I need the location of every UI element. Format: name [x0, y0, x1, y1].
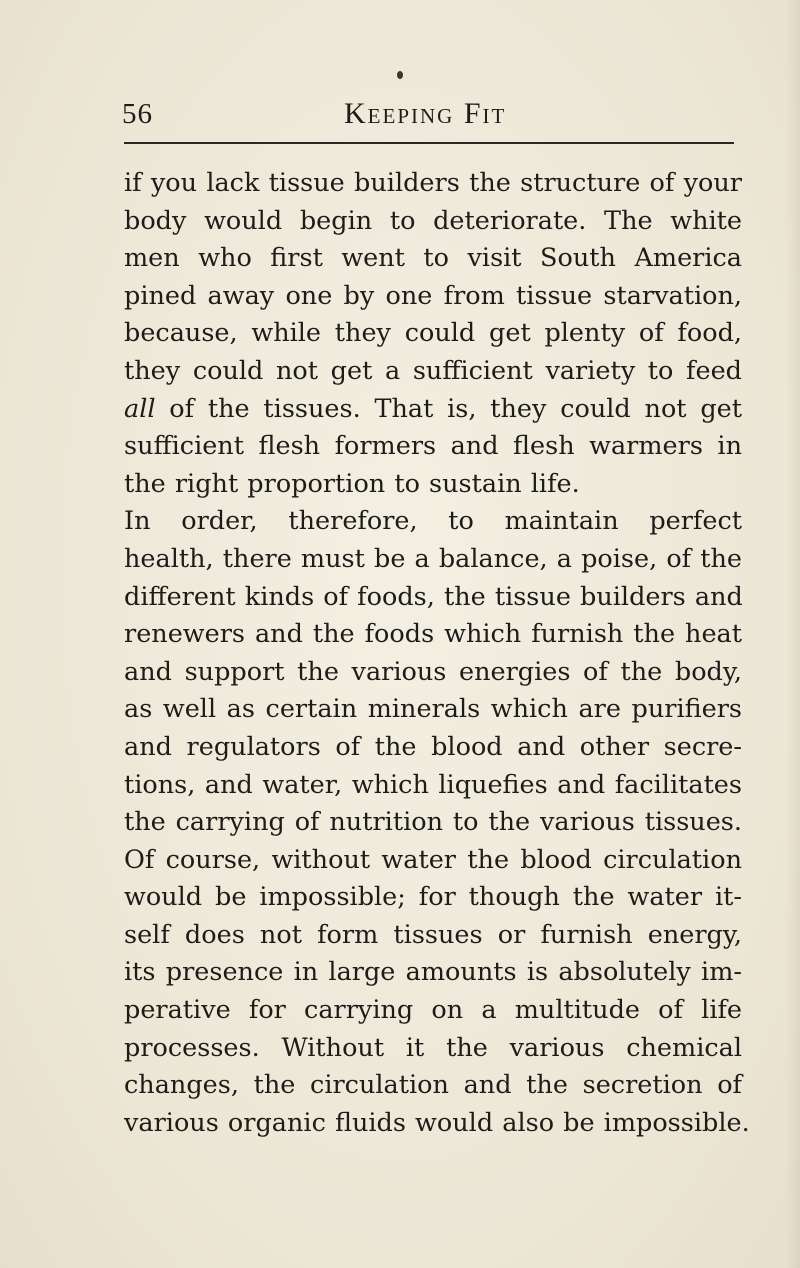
text-line: perative for carrying on a multitude of life [124, 995, 742, 1026]
body-text [124, 165, 750, 1142]
text-line: men who first went to visit South America [124, 243, 742, 274]
text-line: the carrying of nutrition to the various tissues. [124, 807, 742, 838]
text-line: tions, and water, which liquefies and facilitates [124, 769, 742, 800]
paragraph-end-line: the right proportion to sustain life. [124, 468, 580, 499]
page-edge-shadow [786, 0, 800, 1268]
ink-speck [397, 71, 403, 79]
text-line: changes, the circulation and the secretion of [124, 1070, 742, 1101]
text-line: renewers and the foods which furnish the heat [124, 619, 742, 650]
text-line: its presence in large amounts is absolutely im- [124, 957, 742, 988]
text-line: body would begin to deteriorate. The white [124, 205, 742, 236]
text-line: as well as certain minerals which are purifiers [124, 694, 742, 725]
text-line: and support the various energies of the body, [124, 656, 742, 687]
text-line: if you lack tissue builders the structure of your [124, 168, 742, 198]
page-header [122, 98, 742, 140]
header-rule [124, 142, 734, 144]
text-line: and regulators of the blood and other secre- [124, 731, 742, 762]
text-line: would be impossible; for though the water it- [124, 882, 742, 913]
text-line [124, 391, 742, 429]
text-line: because, while they could get plenty of food, [124, 318, 742, 349]
text-line: they could not get a sufficient variety to feed [124, 355, 742, 386]
paragraph-start-line: In order, therefore, to maintain perfect [124, 506, 742, 537]
text-line: sufficient flesh formers and flesh warmers in [124, 431, 742, 462]
text-line: health, there must be a balance, a poise, of the [124, 543, 742, 574]
text-line: pined away one by one from tissue starvation, [124, 280, 742, 311]
text-line: Of course, without water the blood circulation [124, 844, 742, 875]
paragraph-end-line: various organic fluids would also be impossible. [124, 1107, 750, 1138]
italic-word: all [124, 393, 156, 424]
text-line: processes. Without it the various chemical [124, 1032, 742, 1063]
running-head: Keeping Fit [344, 97, 507, 130]
page-number: 56 [122, 98, 153, 130]
text-line-rest: of the tissues. That is, they could not get [155, 393, 742, 424]
text-line: different kinds of foods, the tissue builders and [124, 581, 743, 612]
text-line: self does not form tissues or furnish energy, [124, 919, 742, 950]
